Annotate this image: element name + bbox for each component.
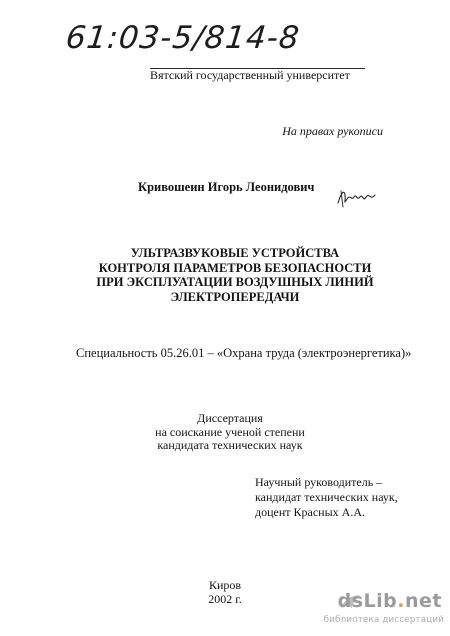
degree-line: Диссертация bbox=[197, 411, 263, 425]
advisor-line: Научный руководитель – bbox=[255, 475, 383, 489]
dslib-watermark[interactable] bbox=[323, 590, 446, 632]
advisor-line: доцент Красных А.А. bbox=[255, 505, 365, 519]
title-line: ПРИ ЭКСПЛУАТАЦИИ ВОЗДУШНЫХ ЛИНИЙ bbox=[96, 275, 374, 289]
title-line: КОНТРОЛЯ ПАРАМЕТРОВ БЕЗОПАСНОСТИ bbox=[98, 260, 372, 275]
logo-name: dsLib bbox=[337, 590, 398, 612]
place-and-year bbox=[180, 578, 270, 606]
university-name: Вятский государственный университет bbox=[150, 68, 350, 82]
degree-line: кандидата технических наук bbox=[157, 438, 303, 452]
signature-icon bbox=[335, 185, 380, 211]
year: 2002 г. bbox=[208, 592, 242, 606]
advisor-line: кандидат технических наук, bbox=[255, 490, 398, 504]
scientific-advisor bbox=[255, 475, 398, 520]
title-line: ЭЛЕКТРОПЕРЕДАЧИ bbox=[170, 289, 300, 304]
logo-dot: . bbox=[397, 590, 405, 612]
watermark-subtitle: библиотека диссертаций bbox=[323, 615, 444, 625]
author-name: Кривошеин Игорь Леонидович bbox=[138, 180, 315, 194]
handwritten-registry-number: 61:03-5/814-8 bbox=[64, 20, 302, 56]
degree-line: на соискание ученой степени bbox=[155, 424, 305, 439]
degree-statement bbox=[120, 412, 340, 453]
city: Киров bbox=[208, 578, 242, 592]
specialty-line: Специальность 05.26.01 – «Охрана труда (электроэнергетика)» bbox=[76, 346, 412, 360]
dissertation-title bbox=[40, 246, 430, 304]
logo-tld: net bbox=[405, 590, 442, 612]
watermark-logo bbox=[338, 590, 442, 612]
rights-note: На правах рукописи bbox=[282, 124, 383, 138]
author-signature bbox=[335, 185, 380, 211]
title-line: УЛЬТРАЗВУКОВЫЕ УСТРОЙСТВА bbox=[130, 246, 340, 260]
